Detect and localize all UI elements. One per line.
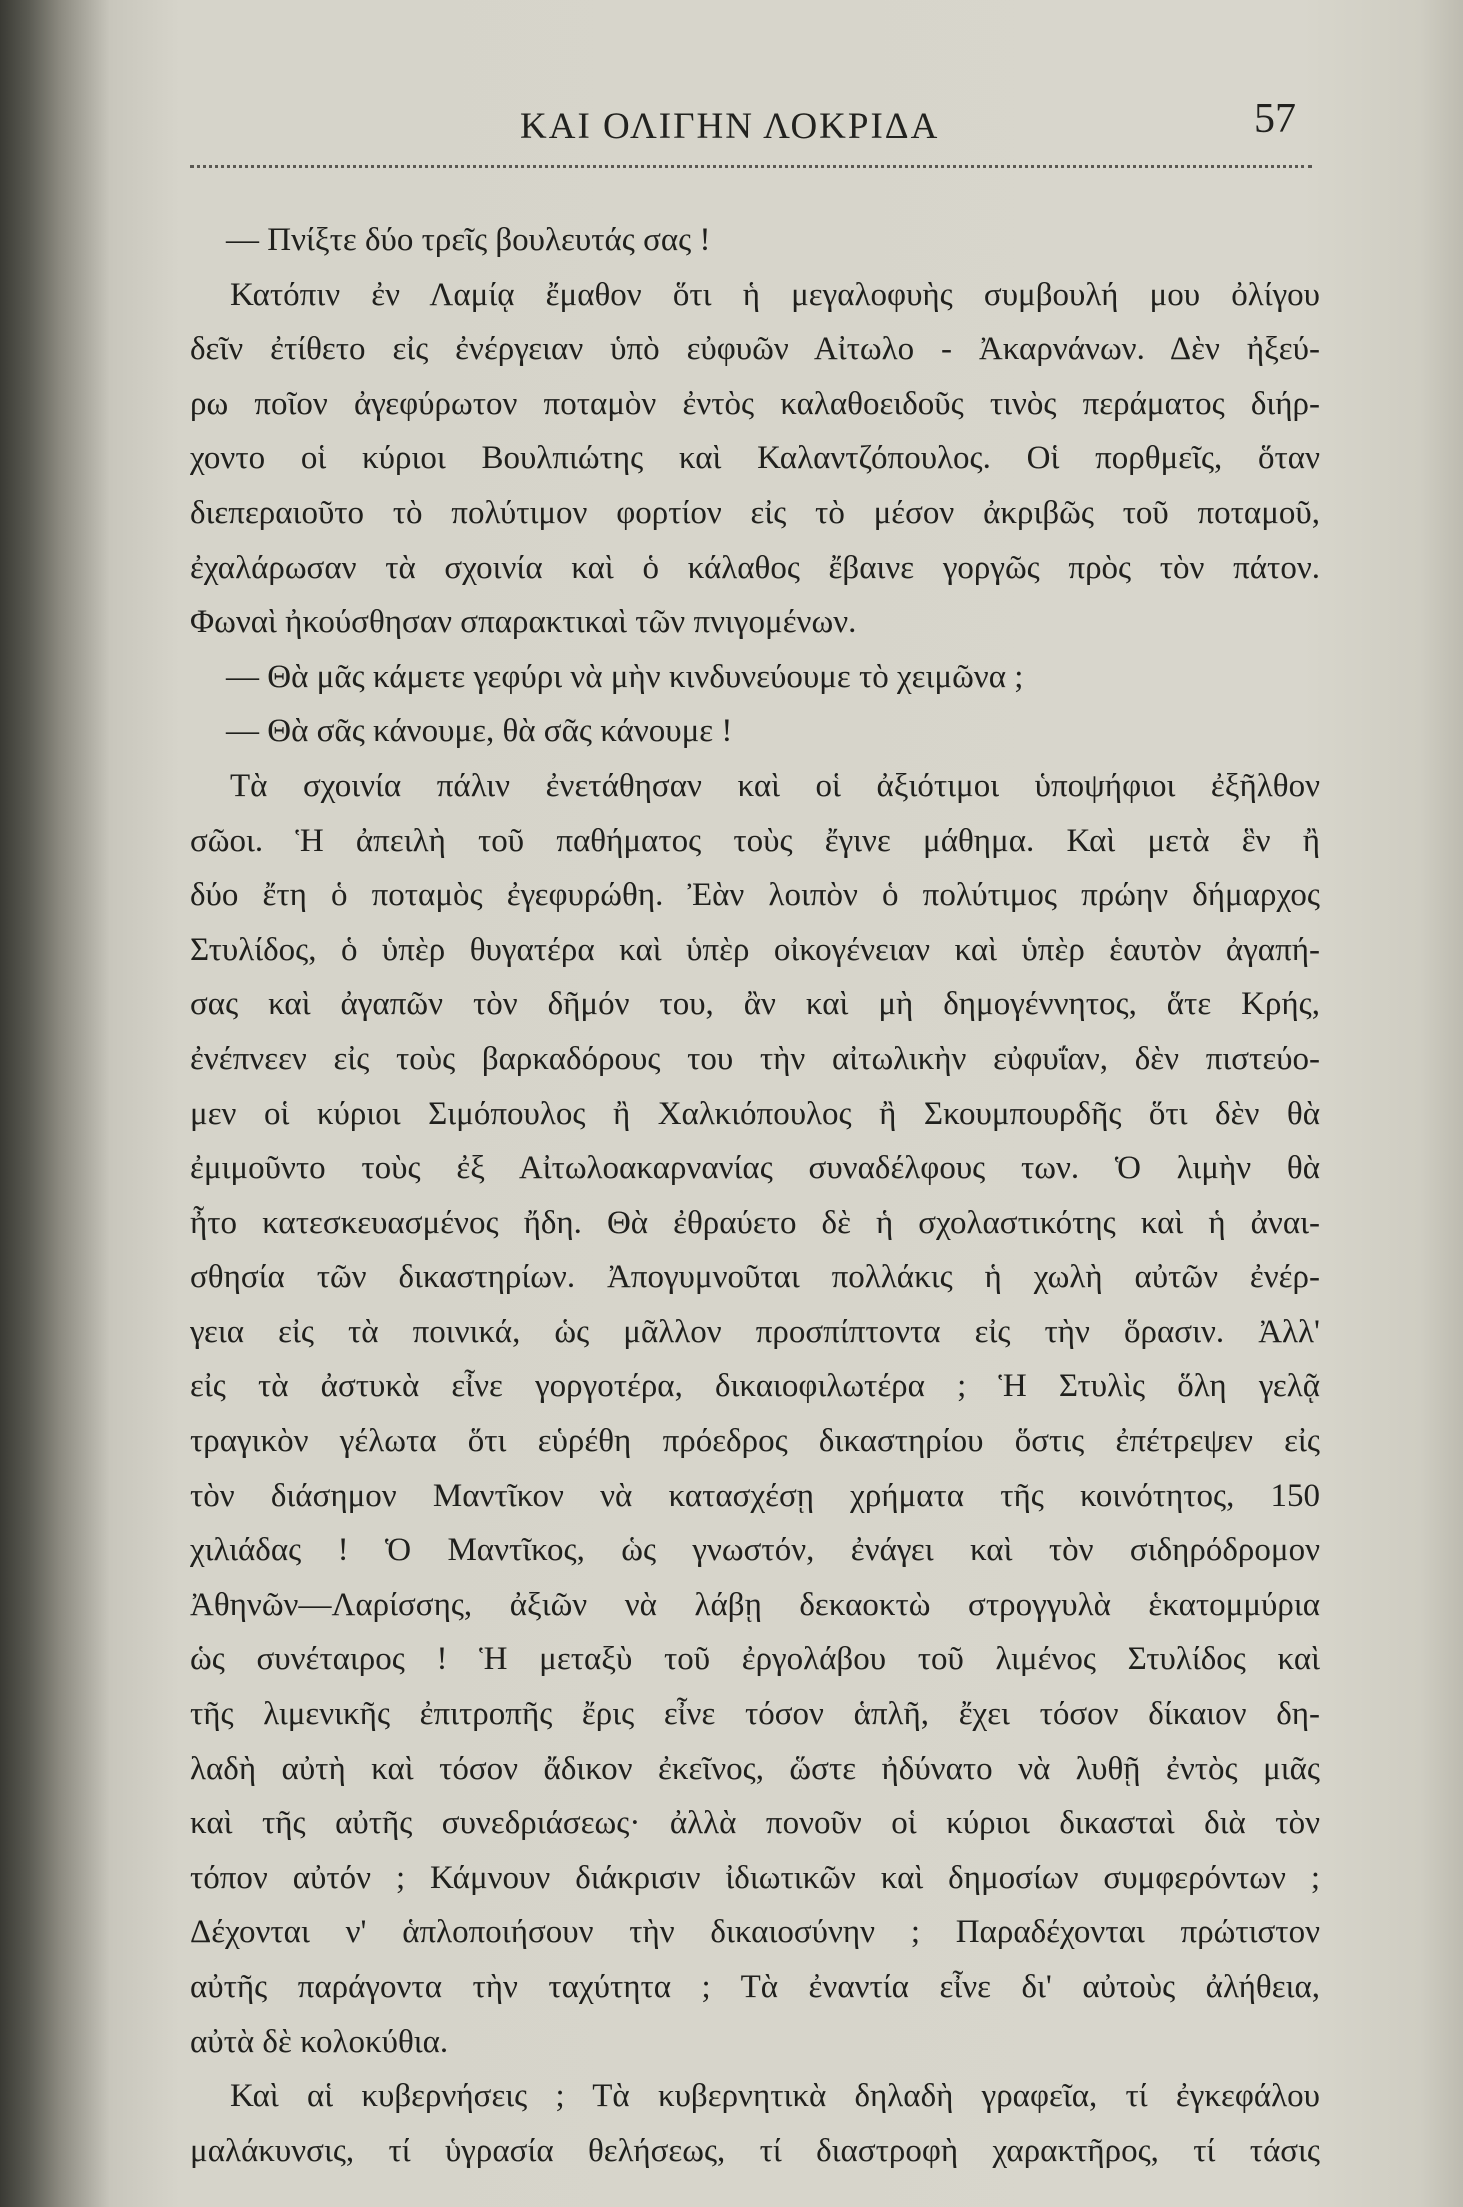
text-line: ἦτο κατεσκευασμένος ἤδη. Θὰ ἐθραύετο δὲ ἡ σχολαστικότης καὶ ἡ ἀναι- — [190, 1204, 1320, 1241]
text-line: τραγικὸν γέλωτα ὅτι εὑρέθη πρόεδρος δικαστηρίου ὅστις ἐπέτρεψεν εἰς — [190, 1423, 1320, 1460]
text-line: γεια εἰς τὰ ποινικά, ὡς μᾶλλον προσπίπτοντα εἰς τὴν ὅρασιν. Ἀλλ' — [190, 1313, 1320, 1350]
text-line: — Πνίξτε δύο τρεῖς βουλευτάς σας ! — [226, 222, 711, 258]
text-line: Δέχονται ν' ἁπλοποιήσουν τὴν δικαιοσύνην ; Παραδέχονται πρώτιστον — [190, 1914, 1320, 1951]
header-rule — [190, 165, 1312, 168]
text-line: ρω ποῖον ἀγεφύρωτον ποταμὸν ἐντὸς καλαθοειδοῦς τινὸς περάματος διήρ- — [190, 385, 1320, 422]
text-line: δεῖν ἐτίθετο εἰς ἐνέργειαν ὑπὸ εὐφυῶν Αἰτωλο - Ἀκαρνάνων. Δὲν ἠξεύ- — [190, 331, 1320, 368]
text-line: χοντο οἱ κύριοι Βουλπιώτης καὶ Καλαντζόπουλος. Οἱ πορθμεῖς, ὅταν — [190, 440, 1320, 477]
body-text — [190, 213, 1320, 2178]
text-line: — Θὰ σᾶς κάνουμε, θὰ σᾶς κάνουμε ! — [226, 713, 733, 750]
text-line: ἐμιμοῦντο τοὺς ἐξ Αἰτωλοακαρνανίας συναδέλφους των. Ὁ λιμὴν θὰ — [190, 1150, 1320, 1187]
text-line: μαλάκυνσις, τί ὑγρασία θελήσεως, τί διαστροφὴ χαρακτῆρος, τί τάσις — [190, 2132, 1320, 2169]
text-line: σῶοι. Ἡ ἀπειλὴ τοῦ παθήματος τοὺς ἔγινε μάθημα. Καὶ μετὰ ἓν ἢ — [190, 822, 1320, 859]
page-header — [190, 95, 1320, 159]
text-line: ἐνέπνεεν εἰς τοὺς βαρκαδόρους του τὴν αἰτωλικὴν εὐφυΐαν, δὲν πιστεύο- — [190, 1040, 1320, 1077]
text-line: Κατόπιν ἐν Λαμίᾳ ἔμαθον ὅτι ἡ μεγαλοφυὴς συμβουλή μου ὀλίγου — [230, 276, 1320, 313]
text-line: τῆς λιμενικῆς ἐπιτροπῆς ἔρις εἶνε τόσον ἁπλῆ, ἔχει τόσον δίκαιον δη- — [190, 1696, 1320, 1733]
text-line: ὡς συνέταιρος ! Ἡ μεταξὺ τοῦ ἐργολάβου τοῦ λιμένος Στυλίδος καὶ — [190, 1641, 1320, 1678]
text-line: Καὶ αἱ κυβερνήσεις ; Τὰ κυβερνητικὰ δηλαδὴ γραφεῖα, τί ἐγκεφάλου — [230, 2078, 1320, 2115]
text-line: τόπον αὐτόν ; Κάμνουν διάκρισιν ἰδιωτικῶν καὶ δημοσίων συμφερόντων ; — [190, 1859, 1320, 1896]
text-line: σθησία τῶν δικαστηρίων. Ἀπογυμνοῦται πολλάκις ἡ χωλὴ αὐτῶν ἐνέρ- — [190, 1259, 1320, 1296]
text-line: αὐτῆς παράγοντα τὴν ταχύτητα ; Τὰ ἐναντία εἶνε δι' αὐτοὺς ἀλήθεια, — [190, 1969, 1320, 2005]
text-line: καὶ τῆς αὐτῆς συνεδριάσεως· ἀλλὰ πονοῦν οἱ κύριοι δικασταὶ διὰ τὸν — [190, 1805, 1320, 1842]
text-line: διεπεραιοῦτο τὸ πολύτιμον φορτίον εἰς τὸ μέσον ἀκριβῶς τοῦ ποταμοῦ, — [190, 494, 1320, 531]
page-number: 57 — [1254, 96, 1296, 142]
text-line: τὸν διάσημον Μαντῖκον νὰ κατασχέσῃ χρήματα τῆς κοινότητος, 150 — [190, 1477, 1320, 1514]
text-line: δύο ἔτη ὁ ποταμὸς ἐγεφυρώθη. Ἐὰν λοιπὸν ὁ πολύτιμος πρώην δήμαρχος — [190, 877, 1320, 914]
text-line: χιλιάδας ! Ὁ Μαντῖκος, ὡς γνωστόν, ἐνάγει καὶ τὸν σιδηρόδρομον — [190, 1532, 1320, 1569]
text-line: μεν οἱ κύριοι Σιμόπουλος ἢ Χαλκιόπουλος ἢ Σκουμπουρδῆς ὅτι δὲν θὰ — [190, 1095, 1320, 1132]
book-page — [190, 95, 1320, 2175]
running-title: ΚΑΙ ΟΛΙΓΗΝ ΛΟΚΡΙΔΑ — [520, 106, 940, 147]
text-line: Τὰ σχοινία πάλιν ἐνετάθησαν καὶ οἱ ἀξιότιμοι ὑποψήφιοι ἐξῆλθον — [230, 767, 1320, 804]
text-line: — Θὰ μᾶς κάμετε γεφύρι νὰ μὴν κινδυνεύουμε τὸ χειμῶνα ; — [226, 658, 1024, 695]
text-line: ἐχαλάρωσαν τὰ σχοινία καὶ ὁ κάλαθος ἔβαινε γοργῶς πρὸς τὸν πάτον. — [190, 549, 1320, 586]
text-line: σας καὶ ἀγαπῶν τὸν δῆμόν του, ἂν καὶ μὴ δημογέννητος, ἅτε Κρής, — [190, 986, 1320, 1023]
text-line: Ἀθηνῶν—Λαρίσσης, ἀξιῶν νὰ λάβῃ δεκαοκτὼ στρογγυλὰ ἑκατομμύρια — [190, 1586, 1320, 1623]
text-line: Στυλίδος, ὁ ὑπὲρ θυγατέρα καὶ ὑπὲρ οἰκογένειαν καὶ ὑπὲρ ἑαυτὸν ἀγαπή- — [190, 931, 1320, 968]
text-line: εἰς τὰ ἀστυκὰ εἶνε γοργοτέρα, δικαιοφιλωτέρα ; Ἡ Στυλὶς ὅλη γελᾷ — [190, 1368, 1320, 1405]
text-line: αὐτὰ δὲ κολοκύθια. — [190, 2023, 449, 2060]
text-line: λαδὴ αὐτὴ καὶ τόσον ἄδικον ἐκεῖνος, ὥστε ἠδύνατο νὰ λυθῇ ἐντὸς μιᾶς — [190, 1750, 1320, 1787]
text-line: Φωναὶ ἠκούσθησαν σπαρακτικαὶ τῶν πνιγομένων. — [190, 604, 857, 641]
